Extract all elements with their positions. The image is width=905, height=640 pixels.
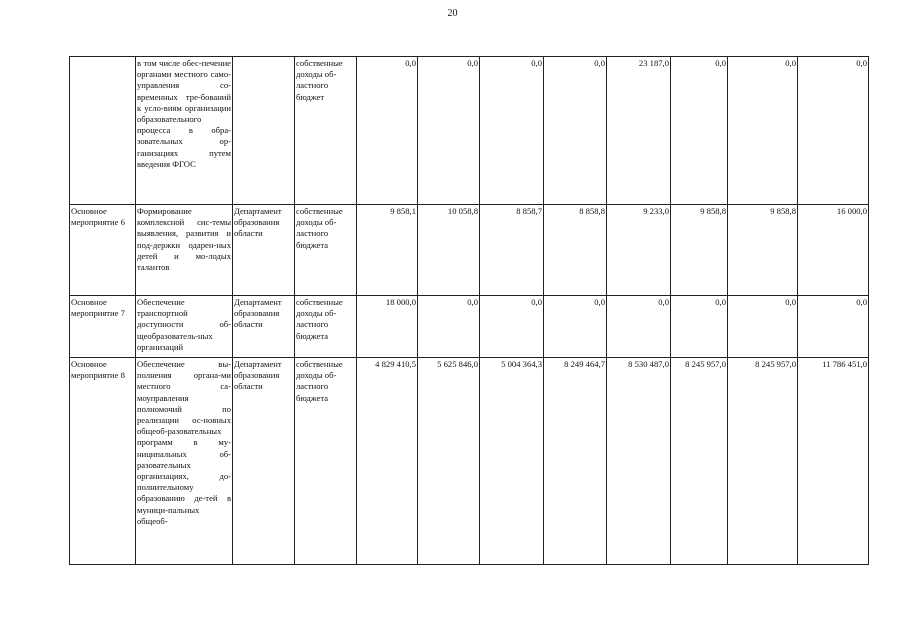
description-cell: Формирование комплексной сис-темы выявления, развития и под-держки одарен-ных детей и мо-лодых талантов [136,205,233,296]
value-cell: 5 004 364,3 [480,358,544,565]
value-cell: 0,0 [798,296,869,358]
value-cell: 11 786 451,0 [798,358,869,565]
table-row [70,296,869,358]
table-row [70,358,869,565]
executor-cell [233,57,295,205]
executor-cell: Департамент образования области [233,358,295,565]
value-cell: 0,0 [357,57,418,205]
value-cell: 9 233,0 [607,205,671,296]
value-cell: 8 245 957,0 [671,358,728,565]
value-cell: 4 829 410,5 [357,358,418,565]
value-cell: 10 058,8 [418,205,480,296]
event-cell [70,57,136,205]
value-cell: 23 187,0 [607,57,671,205]
value-cell: 0,0 [728,57,798,205]
value-cell: 8 245 957,0 [728,358,798,565]
value-cell: 0,0 [671,296,728,358]
source-cell: собственные доходы об-ластного бюджета [295,358,357,565]
value-cell: 9 858,8 [671,205,728,296]
event-cell: Основное мероприятие 7 [70,296,136,358]
executor-cell: Департамент образования области [233,296,295,358]
source-cell: собственные доходы об-ластного бюджет [295,57,357,205]
description-cell: Обеспечение вы-полнения органа-ми местного са-моуправления полномочий по реализации ос-новных общеоб-разовательных программ в му-ниципальных об-разовательных организациях, до-полнительному образованию де-тей в муници-пальных общеоб- [136,358,233,565]
description-cell: в том числе обес-печение органами местного само-управления со-временных тре-бований к усло-виям организации образовательного процесса в обра-зовательных ор-ганизациях путем введения ФГОС [136,57,233,205]
value-cell: 0,0 [480,57,544,205]
value-cell: 0,0 [544,57,607,205]
event-cell: Основное мероприятие 6 [70,205,136,296]
value-cell: 0,0 [480,296,544,358]
value-cell: 0,0 [544,296,607,358]
value-cell: 18 000,0 [357,296,418,358]
value-cell: 0,0 [671,57,728,205]
value-cell: 8 858,7 [480,205,544,296]
description-cell: Обеспечение транспортной доступности об-щеобразователь-ных организаций [136,296,233,358]
value-cell: 16 000,0 [798,205,869,296]
table-row [70,205,869,296]
event-cell: Основное мероприятие 8 [70,358,136,565]
value-cell: 9 858,8 [728,205,798,296]
value-cell: 8 858,8 [544,205,607,296]
value-cell: 9 858,1 [357,205,418,296]
budget-table [69,56,869,565]
source-cell: собственные доходы об-ластного бюджета [295,296,357,358]
page-number: 20 [447,8,458,19]
value-cell: 0,0 [607,296,671,358]
executor-cell: Департамент образования области [233,205,295,296]
value-cell: 0,0 [798,57,869,205]
value-cell: 5 625 846,0 [418,358,480,565]
value-cell: 0,0 [728,296,798,358]
value-cell: 8 249 464,7 [544,358,607,565]
value-cell: 8 530 487,0 [607,358,671,565]
table-row [70,57,869,205]
value-cell: 0,0 [418,296,480,358]
value-cell: 0,0 [418,57,480,205]
source-cell: собственные доходы об-ластного бюджета [295,205,357,296]
